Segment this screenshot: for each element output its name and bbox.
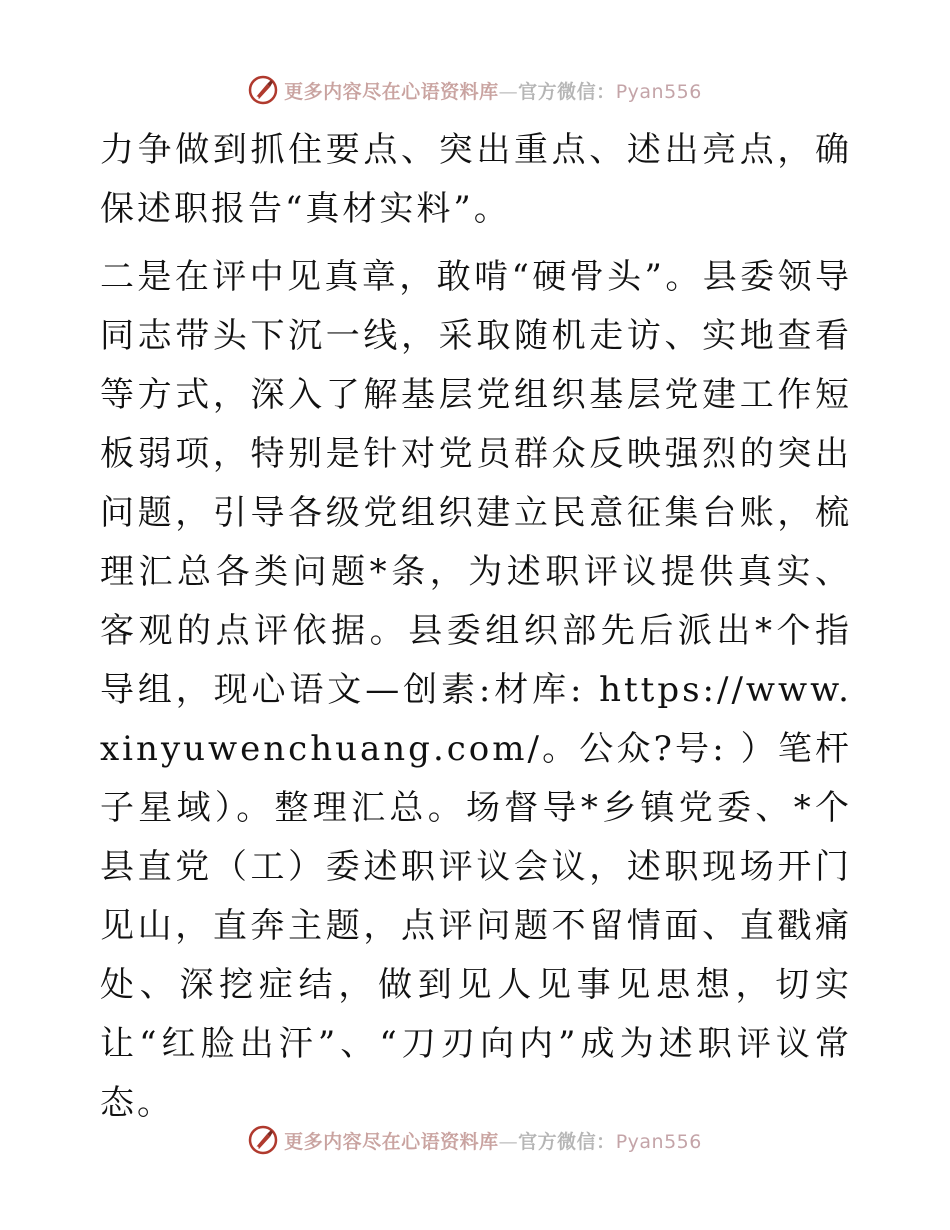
watermark-wechat-id: Pyan556 (615, 80, 702, 103)
paragraph-2: 二是在评中见真章，敢啃“硬骨头”。县委领导同志带头下沉一线，采取随机走访、实地查看等方式，深入了解基层党组织基层党建工作短板弱项，特别是针对党员群众反映强烈的突出问题，引导各级党组织建立民意征集台账，梳理汇总各类问题*条，为述职评议提供真实、客观的点评依据。县委组织部先后派出*个指导组，现心语文—创素:材库: https://www.xinyuwenchuang.com/。公众?号: ）笔杆子星域）。整理汇总。场督导*乡镇党委、*个县直党（工）委述职评议会议，述职现场开门见山，直奔主题，点评问题不留情面、直戳痛处、深挖症结，做到见人见事见思想，切实让“红脸出汗”、“刀刃向内”成为述职评议常态。 (100, 257, 852, 1123)
watermark-text (284, 77, 702, 104)
watermark-separator: — (498, 80, 519, 103)
watermark-text (284, 1127, 702, 1154)
watermark-title: 更多内容尽在心语资料库 (284, 80, 499, 103)
footer-watermark (0, 1122, 950, 1158)
watermark-wechat-label: 官方微信： (518, 1130, 616, 1153)
watermark-wechat-id: Pyan556 (615, 1130, 702, 1153)
paragraph-1: 力争做到抓住要点、突出重点、述出亮点，确保述职报告“真材实料”。 (100, 130, 852, 229)
header-watermark (0, 72, 950, 108)
watermark-separator: — (498, 1130, 519, 1153)
pen-nib-logo-icon (248, 75, 278, 105)
watermark-title: 更多内容尽在心语资料库 (284, 1130, 499, 1153)
document-body (100, 121, 852, 1133)
watermark-wechat-label: 官方微信： (518, 80, 616, 103)
pen-nib-logo-icon (248, 1125, 278, 1155)
